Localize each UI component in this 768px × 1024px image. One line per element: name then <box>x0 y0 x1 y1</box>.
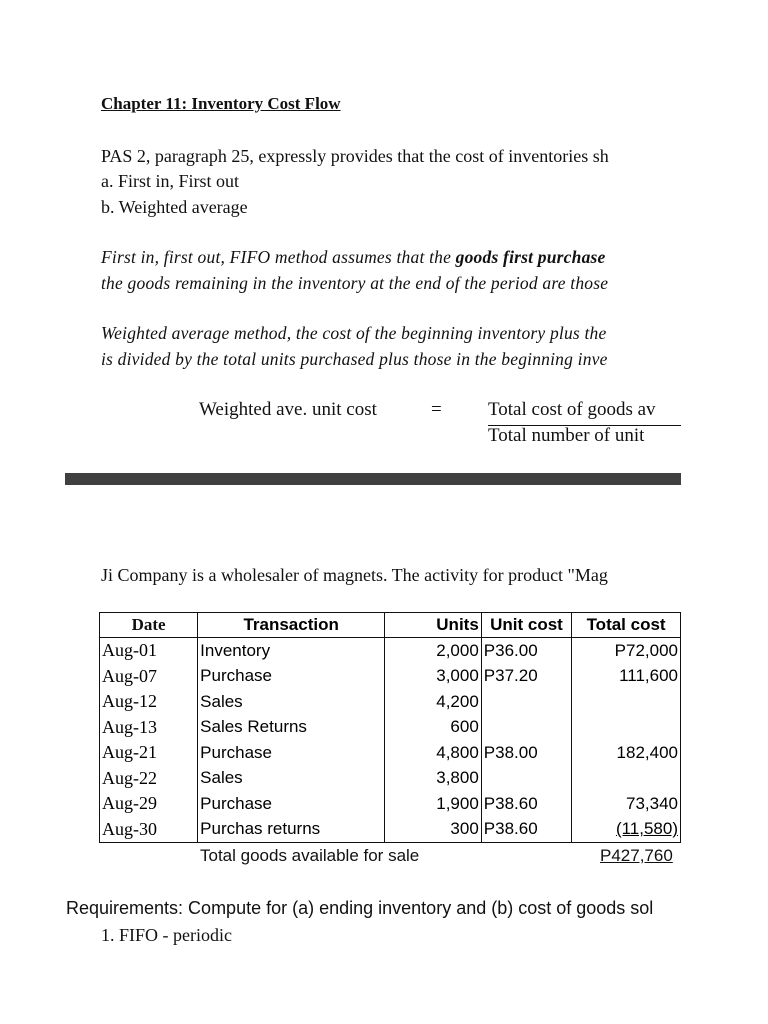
row-unit-cost: P38.60 <box>481 817 571 843</box>
method-item-weighted: b. Weighted average <box>101 197 248 217</box>
row-date: Aug-30 <box>100 817 198 843</box>
row-units: 3,800 <box>385 766 482 792</box>
row-total-cost: (11,580) <box>572 817 681 843</box>
table-row <box>100 817 681 843</box>
row-date: Aug-13 <box>100 715 198 741</box>
row-date: Aug-29 <box>100 791 198 817</box>
row-date: Aug-22 <box>100 766 198 792</box>
table-row <box>100 766 681 792</box>
row-units: 4,200 <box>385 689 482 715</box>
table-row <box>100 664 681 690</box>
row-total-cost: 182,400 <box>572 740 681 766</box>
row-unit-cost: P38.60 <box>481 791 571 817</box>
header-units: Units <box>385 613 482 638</box>
header-total-cost: Total cost <box>572 613 681 638</box>
inventory-activity-table <box>99 612 681 843</box>
fifo-definition-line-2: the goods remaining in the inventory at the end of the period are those <box>101 273 609 293</box>
row-unit-cost: P38.00 <box>481 740 571 766</box>
row-date: Aug-07 <box>100 664 198 690</box>
fifo-definition-text: First in, first out, FIFO method assumes that the <box>101 247 456 267</box>
row-unit-cost <box>481 766 571 792</box>
table-row <box>100 689 681 715</box>
total-available-label: Total goods available for sale <box>200 846 420 865</box>
row-units: 3,000 <box>385 664 482 690</box>
row-transaction: Sales <box>198 689 385 715</box>
weighted-definition-line-2: is divided by the total units purchased plus those in the beginning inve <box>101 349 608 369</box>
table-row <box>100 791 681 817</box>
row-transaction: Sales Returns <box>198 715 385 741</box>
header-date: Date <box>100 613 198 638</box>
formula-denominator: Total number of unit <box>488 425 645 446</box>
requirement-item-1: 1. FIFO - periodic <box>101 925 232 945</box>
formula-label: Weighted ave. unit cost <box>199 399 377 420</box>
row-total-cost <box>572 766 681 792</box>
row-units: 2,000 <box>385 638 482 664</box>
row-units: 1,900 <box>385 791 482 817</box>
weighted-definition-line-1: Weighted average method, the cost of the beginning inventory plus the <box>101 323 607 343</box>
row-unit-cost <box>481 689 571 715</box>
row-transaction: Sales <box>198 766 385 792</box>
total-available-value: P427,760 <box>600 846 673 865</box>
row-transaction: Purchas returns <box>198 817 385 843</box>
header-unit-cost: Unit cost <box>481 613 571 638</box>
row-units: 4,800 <box>385 740 482 766</box>
row-total-cost: P72,000 <box>572 638 681 664</box>
header-transaction: Transaction <box>198 613 385 638</box>
row-transaction: Purchase <box>198 740 385 766</box>
row-transaction: Purchase <box>198 664 385 690</box>
row-units: 600 <box>385 715 482 741</box>
table-row <box>100 715 681 741</box>
section-divider <box>65 473 681 485</box>
row-transaction: Purchase <box>198 791 385 817</box>
table-header-row <box>100 613 681 638</box>
row-total-cost <box>572 715 681 741</box>
table-row <box>100 638 681 664</box>
chapter-title: Chapter 11: Inventory Cost Flow <box>101 94 341 113</box>
row-date: Aug-21 <box>100 740 198 766</box>
row-unit-cost: P37.20 <box>481 664 571 690</box>
problem-intro: Ji Company is a wholesaler of magnets. The activity for product "Mag <box>101 565 608 585</box>
row-unit-cost: P36.00 <box>481 638 571 664</box>
row-date: Aug-01 <box>100 638 198 664</box>
row-total-cost <box>572 689 681 715</box>
row-unit-cost <box>481 715 571 741</box>
row-transaction: Inventory <box>198 638 385 664</box>
row-total-cost: 73,340 <box>572 791 681 817</box>
fifo-definition-line-1 <box>101 247 606 268</box>
formula-equals: = <box>431 399 442 420</box>
fifo-definition-bold: goods first purchase <box>455 247 606 267</box>
row-date: Aug-12 <box>100 689 198 715</box>
pas-paragraph: PAS 2, paragraph 25, expressly provides that the cost of inventories sh <box>101 146 609 166</box>
row-units: 300 <box>385 817 482 843</box>
table-row <box>100 740 681 766</box>
formula-numerator: Total cost of goods av <box>488 399 656 420</box>
requirements-text: Requirements: Compute for (a) ending inventory and (b) cost of goods sol <box>66 898 654 918</box>
method-item-fifo: a. First in, First out <box>101 171 240 191</box>
row-total-cost: 111,600 <box>572 664 681 690</box>
